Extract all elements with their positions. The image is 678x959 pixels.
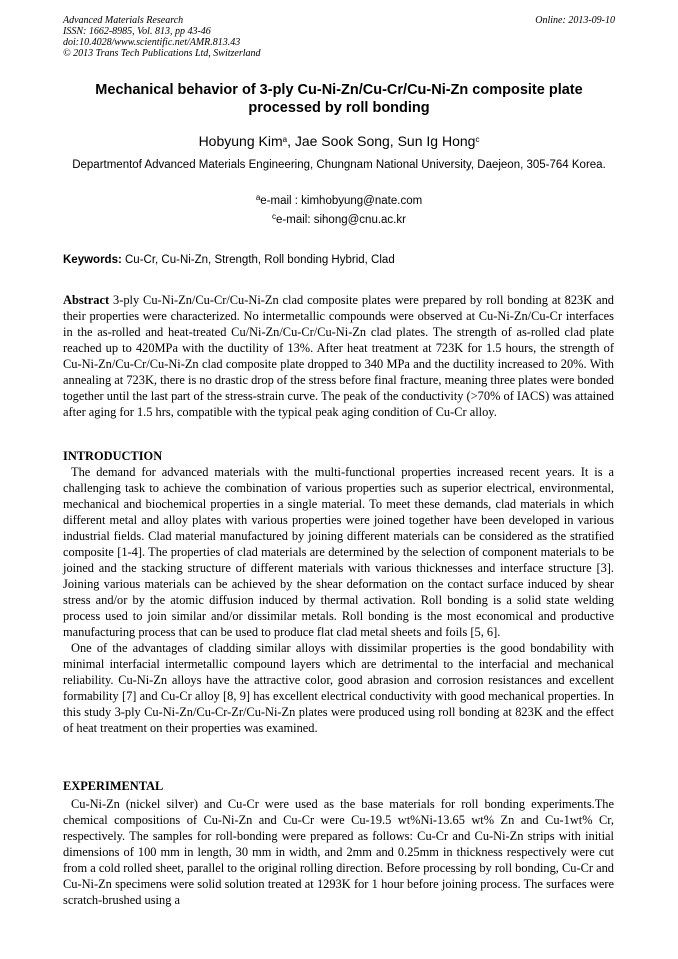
section-heading-introduction: INTRODUCTION bbox=[63, 449, 163, 463]
email-text: e-mail : kimhobyung@nate.com bbox=[260, 195, 423, 207]
email-text: e-mail: sihong@cnu.ac.kr bbox=[276, 214, 406, 226]
abstract-label: Abstract bbox=[63, 293, 110, 307]
online-date: Online: 2013-09-10 bbox=[535, 15, 615, 26]
issn-line: ISSN: 1662-8985, Vol. 813, pp 43-46 bbox=[63, 26, 211, 37]
copyright-line: © 2013 Trans Tech Publications Ltd, Switzerland bbox=[63, 48, 261, 59]
journal-name: Advanced Materials Research bbox=[63, 15, 184, 26]
email-line bbox=[60, 193, 618, 209]
keywords-label: Keywords: bbox=[63, 254, 122, 266]
affiliation: Departmentof Advanced Materials Engineering, Chungnam National University, Daejeon, 305-764 Korea. bbox=[72, 159, 606, 171]
abstract-text: 3-ply Cu-Ni-Zn/Cu-Cr/Cu-Ni-Zn clad composite plates were prepared by roll bonding at 823K and their properties were characterized. No intermetallic compounds were observed at Cu-Ni-Zn/Cu-Cr interfaces in the as-rolled and heat-treated Cu/Ni-Zn/Cu-Cr/Cu-Ni-Zn clad plates. The strength of as-rolled clad plate reached up to 420MPa with the ductility of 13%. After heat treatment at 723K for 1.5 hours, the strength of Cu-Ni-Zn/Cu-Cr/Cu-Ni-Zn clad composite plate dropped to 340 MPa and the ductility increased to 20%. With annealing at 723K, there is no drastic drop of the stress before final fracture, meaning three plates were bonded together until the last part of the stress-strain curve. The peak of the conductivity (>70% of IACS) was attained after aging for 1.5 hrs, compatible with the typical peak aging condition of Cu-Cr alloy. bbox=[63, 293, 614, 419]
author-name: Hobyung Kim bbox=[198, 133, 283, 149]
author-separator: , Jae Sook Song, bbox=[287, 133, 398, 149]
abstract bbox=[63, 292, 614, 420]
author-name: Sun Ig Hong bbox=[397, 133, 476, 149]
section-heading-experimental: EXPERIMENTAL bbox=[63, 779, 164, 793]
doi-line: doi:10.4028/www.scientific.net/AMR.813.43 bbox=[63, 37, 241, 48]
email-line bbox=[60, 212, 618, 228]
paragraph: Cu-Ni-Zn (nickel silver) and Cu-Cr were used as the base materials for roll bonding experiments.The chemical compositions of Cu-Ni-Zn and Cu-Cr were Cu-19.5 wt%Ni-13.65 wt% Zn and Cu-1wt% Cr, respectively. The samples for roll-bonding were prepared as follows: Cu-Cr and Cu-Ni-Zn strips with initial dimensions of 100 mm in length, 30 mm in width, and 2mm and 0.25mm in thickness respectively were cut from a cold rolled sheet, parallel to the original rolling direction. Before processing by roll bonding, Cu-Cr and Cu-Ni-Zn specimens were solid solution treated at 1293K for 1 hour before joining process. The surfaces were scratch-brushed using a bbox=[63, 797, 614, 907]
paper-title: Mechanical behavior of 3-ply Cu-Ni-Zn/Cu-Cr/Cu-Ni-Zn composite plate processed by roll bonding bbox=[95, 82, 583, 116]
journal-header bbox=[63, 15, 615, 59]
introduction-body bbox=[63, 464, 614, 736]
author-affil-mark: a bbox=[282, 135, 288, 144]
paragraph: The demand for advanced materials with the multi-functional properties increased recent years. It is a challenging task to achieve the combination of various properties such as superior electrical, environmental, mechanical and biochemical properties in a single material. To meet these demands, clad materials in which different metal and alloy plates with various properties were joined together have been developed in various industrial fields. Clad material manufactured by joining different materials can be considered as the stratified composite [1-4]. The properties of clad materials are determined by the selection of component materials to be joined and the stacking structure of different materials with various thicknesses and interface structure [3]. Joining various materials can be achieved by the shear deformation on the contact surface induced by shear stress and/or by the atomic diffusion induced by thermal activation. Roll bonding is a solid state welding process used to join similar and/or dissimilar metals. Roll bonding is the most economical and productive manufacturing process that can be used to produce flat clad metal sheets and foils [5, 6]. bbox=[63, 465, 614, 639]
email-mark: c bbox=[272, 212, 277, 221]
email-mark: a bbox=[255, 193, 261, 202]
paragraph: One of the advantages of cladding similar alloys with dissimilar properties is the good bondability with minimal interfacial intermetallic compound layers which are detrimental to the interfacial and mechanical reliability. Cu-Ni-Zn alloys have the attractive color, good abrasion and corrosion resistances and excellent formability [7] and Cu-Cr alloy [8, 9] has excellent electrical conductivity with good mechanical properties. In this study 3-ply Cu-Ni-Zn/Cu-Cr-Zr/Cu-Ni-Zn plates were produced using roll bonding at 823K and the effect of heat treatment on their properties was examined. bbox=[63, 641, 614, 735]
author-list bbox=[60, 132, 618, 150]
keywords-text: Cu-Cr, Cu-Ni-Zn, Strength, Roll bonding Hybrid, Clad bbox=[121, 254, 395, 266]
experimental-body bbox=[63, 796, 614, 908]
author-affil-mark: c bbox=[475, 135, 480, 144]
keywords bbox=[63, 252, 615, 268]
